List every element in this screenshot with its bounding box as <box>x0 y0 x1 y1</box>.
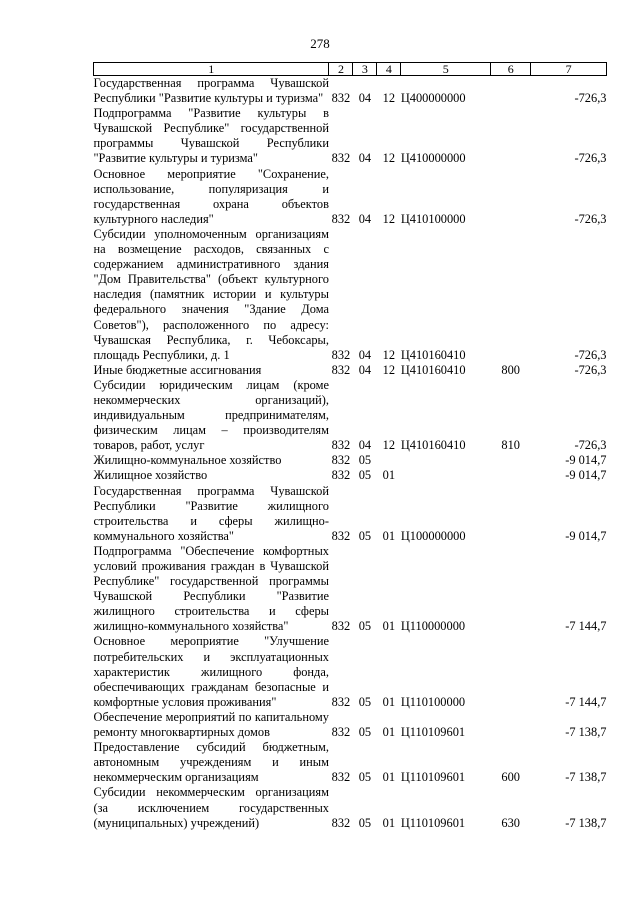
column-4-cell: 01 <box>382 528 396 543</box>
name-cell: Предоставление субсидий бюджетным, автономным учреждениям и иным некоммерческим организациям <box>93 740 329 785</box>
column-3-cell: 05 <box>358 770 372 785</box>
column-2-cell: 832 <box>331 211 351 226</box>
table-row <box>94 378 607 453</box>
amount-cell: -726,3 <box>574 362 607 377</box>
header-cell: 5 <box>401 63 491 76</box>
amount-cell: -726,3 <box>574 211 607 226</box>
header-cell: 7 <box>531 63 607 76</box>
amount-cell: -7 144,7 <box>565 694 607 709</box>
column-3-cell: 05 <box>358 694 372 709</box>
expense-type-cell <box>491 76 531 107</box>
expense-type-cell <box>491 167 531 227</box>
amount-cell: -726,3 <box>574 438 607 453</box>
expense-type-cell <box>491 227 531 363</box>
name-cell: Подпрограмма "Развитие культуры в Чувашской Республике" государственной программы Чувашской Республики "Развитие культуры и туризма" <box>93 106 329 166</box>
column-4-cell: 12 <box>382 362 396 377</box>
column-2-cell: 832 <box>331 438 351 453</box>
header-cell: 2 <box>329 63 353 76</box>
amount-cell: -7 144,7 <box>565 619 607 634</box>
column-4-cell: 01 <box>382 725 396 740</box>
target-code-cell: Ц410160410 <box>400 438 466 453</box>
target-code-cell <box>401 453 491 468</box>
column-3-cell: 04 <box>358 151 372 166</box>
target-code-cell: Ц110109601 <box>400 815 466 830</box>
column-2-cell: 832 <box>331 815 351 830</box>
table-row <box>94 740 607 785</box>
name-cell: Государственная программа Чувашской Республики "Развитие культуры и туризма" <box>93 76 329 106</box>
name-cell: Субсидии юридическим лицам (кроме некоммерческих организаций), индивидуальным предпринимателям, физическим лицам – производителям товаров, работ, услуг <box>93 377 329 453</box>
expense-type-cell <box>491 634 531 709</box>
target-code-cell: Ц110109601 <box>400 770 466 785</box>
amount-cell: -7 138,7 <box>565 770 607 785</box>
column-4-cell: 01 <box>382 815 396 830</box>
column-2-cell: 832 <box>331 770 351 785</box>
table-row <box>94 544 607 635</box>
column-4-cell: 01 <box>382 694 396 709</box>
column-4-cell: 12 <box>382 91 396 106</box>
expense-type-cell <box>491 710 531 740</box>
amount-cell: -7 138,7 <box>565 725 607 740</box>
header-cell: 3 <box>353 63 377 76</box>
column-3-cell: 05 <box>358 453 372 468</box>
target-code-cell: Ц100000000 <box>400 528 466 543</box>
table-row <box>94 634 607 709</box>
name-cell: Жилищное хозяйство <box>93 468 208 483</box>
name-cell: Основное мероприятие "Улучшение потребительских и эксплуатационных характеристик жилищного фонда, обеспечивающих гражданам безопасные и комфортные условия проживания" <box>93 634 329 709</box>
column-3-cell: 04 <box>358 347 372 362</box>
amount-cell: -726,3 <box>574 347 607 362</box>
name-cell: Государственная программа Чувашской Республики "Развитие жилищного строительства и сферы жилищно-коммунального хозяйства" <box>93 483 329 543</box>
column-3-cell: 04 <box>358 91 372 106</box>
target-code-cell: Ц410160410 <box>400 362 466 377</box>
column-4-cell: 12 <box>382 211 396 226</box>
target-code-cell: Ц410160410 <box>400 347 466 362</box>
table-row <box>94 453 607 468</box>
expense-type-cell <box>491 453 531 468</box>
expense-type-cell: 600 <box>501 770 520 785</box>
expense-type-cell <box>491 484 531 544</box>
target-code-cell <box>401 468 491 483</box>
column-2-cell: 832 <box>331 151 351 166</box>
column-3-cell: 04 <box>358 438 372 453</box>
amount-cell: -726,3 <box>574 151 607 166</box>
column-3-cell: 05 <box>358 815 372 830</box>
header-cell: 4 <box>377 63 401 76</box>
header-cell: 1 <box>94 63 329 76</box>
name-cell: Подпрограмма "Обеспечение комфортных условий проживания граждан в Чувашской Республике" государственной программы Чувашской Республики "Развитие жилищного строительства и сферы жилищно-коммунального хозяйства" <box>93 543 329 634</box>
page-number: 278 <box>310 36 330 51</box>
column-3-cell: 05 <box>358 528 372 543</box>
column-2-cell: 832 <box>331 468 351 483</box>
column-2-cell: 832 <box>331 528 351 543</box>
column-3-cell: 04 <box>358 362 372 377</box>
name-cell: Субсидии уполномоченным организациям на возмещение расходов, связанных с содержанием административного здания "Дом Правительства" (объект культурного наследия (памятник истории и культуры федерального значения "Здание Дома Советов"), расположенного по адресу: Чувашская Республика, г. Чебоксары, площадь Республики, д. 1 <box>93 226 329 362</box>
amount-cell: -9 014,7 <box>565 468 607 483</box>
column-4-cell: 12 <box>382 438 396 453</box>
column-3-cell: 04 <box>358 211 372 226</box>
column-2-cell: 832 <box>331 362 351 377</box>
header-cell: 6 <box>491 63 531 76</box>
column-2-cell: 832 <box>331 453 351 468</box>
amount-cell: -7 138,7 <box>565 815 607 830</box>
column-2-cell: 832 <box>331 619 351 634</box>
name-cell: Иные бюджетные ассигнования <box>93 362 262 377</box>
budget-table <box>93 62 607 831</box>
column-4-cell: 01 <box>382 619 396 634</box>
expense-type-cell <box>491 544 531 635</box>
column-4-cell: 01 <box>382 770 396 785</box>
target-code-cell: Ц410000000 <box>400 151 466 166</box>
table-row <box>94 785 607 830</box>
column-3-cell: 05 <box>358 725 372 740</box>
table-body <box>94 76 607 831</box>
name-cell: Обеспечение мероприятий по капитальному ремонту многоквартирных домов <box>93 709 329 740</box>
target-code-cell: Ц110000000 <box>400 619 466 634</box>
column-4-cell: 12 <box>382 151 396 166</box>
table-row <box>94 710 607 740</box>
table-row <box>94 227 607 363</box>
expense-type-cell <box>491 106 531 166</box>
column-4-cell: 01 <box>382 468 396 483</box>
expense-type-cell <box>491 468 531 483</box>
header-row <box>94 63 607 76</box>
expense-type-cell: 800 <box>501 362 520 377</box>
column-4-cell: 12 <box>382 347 396 362</box>
target-code-cell: Ц400000000 <box>400 91 466 106</box>
amount-cell: -9 014,7 <box>565 528 607 543</box>
table-row <box>94 106 607 166</box>
column-2-cell: 832 <box>331 694 351 709</box>
expense-type-cell: 810 <box>501 438 520 453</box>
column-2-cell: 832 <box>331 347 351 362</box>
amount-cell: -726,3 <box>574 91 607 106</box>
name-cell: Основное мероприятие "Сохранение, использование, популяризация и государственная охрана объектов культурного наследия" <box>93 166 329 226</box>
table-row <box>94 167 607 227</box>
table-row <box>94 468 607 483</box>
column-2-cell: 832 <box>331 91 351 106</box>
expense-type-cell: 630 <box>501 815 520 830</box>
column-3-cell: 05 <box>358 619 372 634</box>
table-row <box>94 363 607 378</box>
column-2-cell: 832 <box>331 725 351 740</box>
name-cell: Жилищно-коммунальное хозяйство <box>93 453 282 468</box>
column-4-cell <box>377 453 401 468</box>
target-code-cell: Ц110109601 <box>400 725 466 740</box>
amount-cell: -9 014,7 <box>565 453 607 468</box>
target-code-cell: Ц110100000 <box>400 694 466 709</box>
name-cell: Субсидии некоммерческим организациям (за исключением государственных (муниципальных) учреждений) <box>93 785 329 830</box>
target-code-cell: Ц410100000 <box>400 211 466 226</box>
table-row <box>94 76 607 107</box>
column-3-cell: 05 <box>358 468 372 483</box>
table-row <box>94 484 607 544</box>
